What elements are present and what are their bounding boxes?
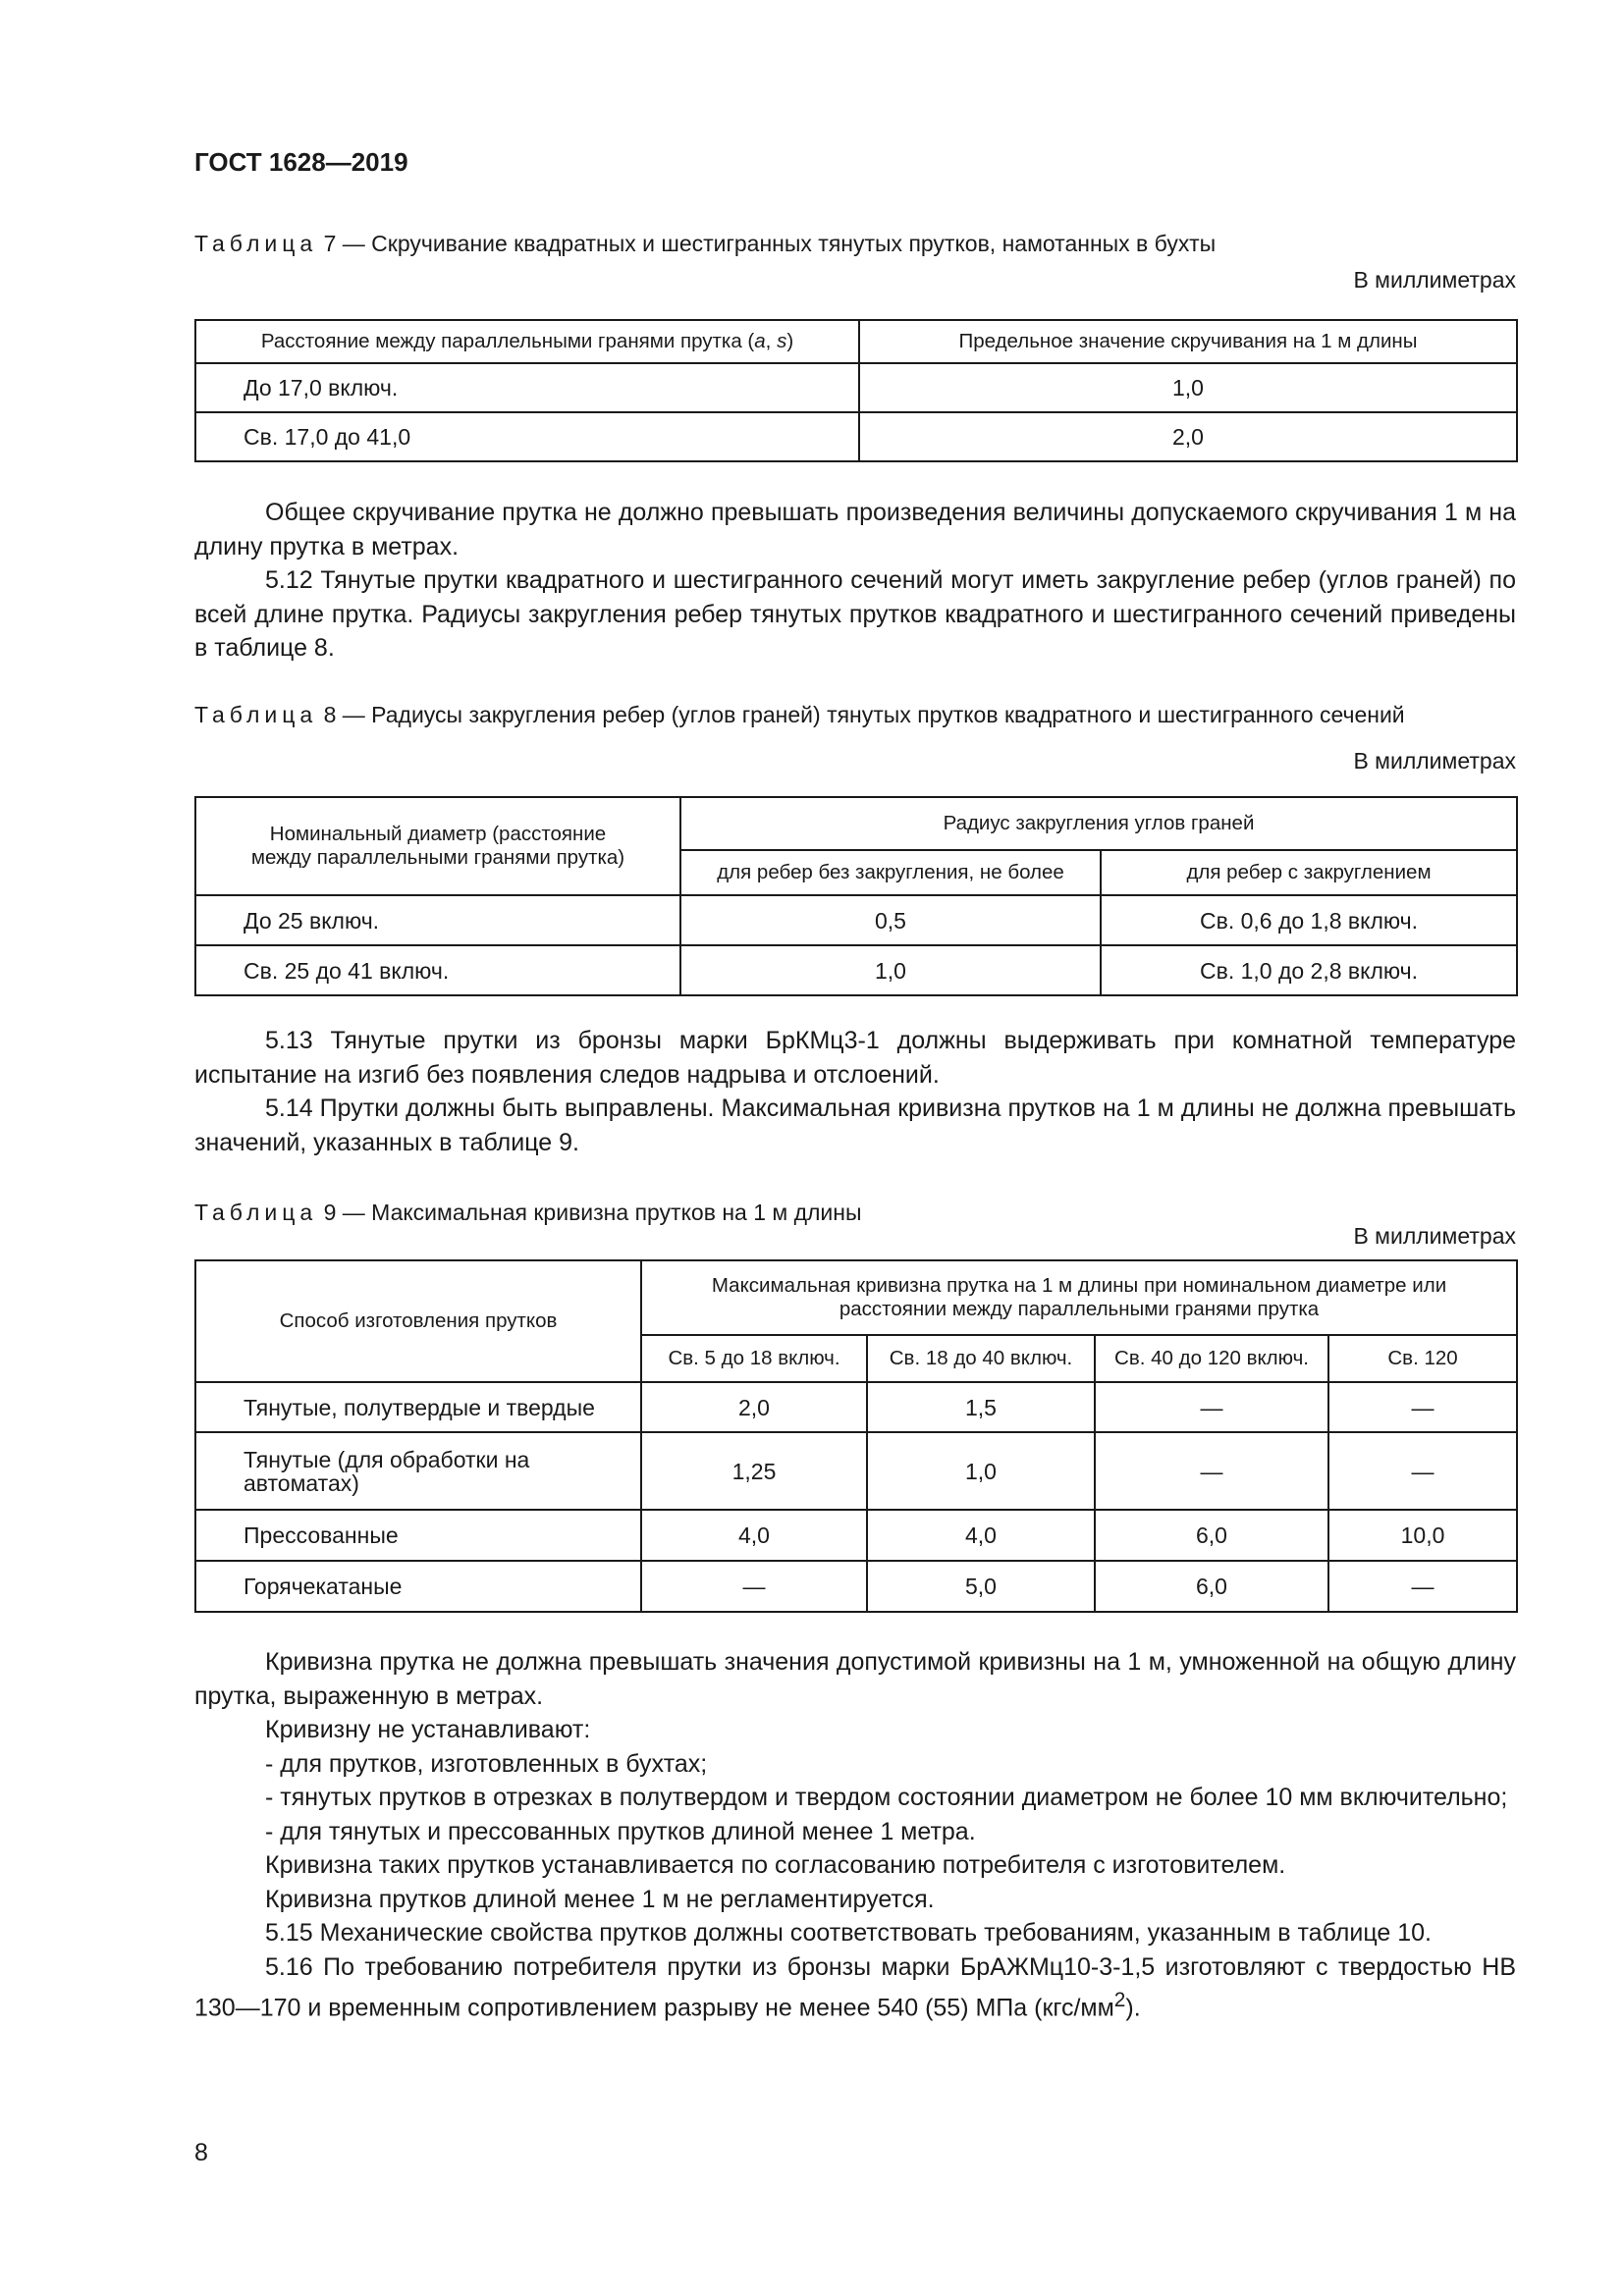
table8 bbox=[194, 796, 1518, 996]
table7-value: 2,0 bbox=[859, 412, 1517, 461]
list-item: - для прутков, изготовленных в бухтах; bbox=[265, 1749, 708, 1778]
table-row bbox=[195, 412, 1517, 461]
table7-header-distance: Расстояние между параллельными гранями прутка (a, s) bbox=[195, 320, 859, 363]
table7-range: Св. 17,0 до 41,0 bbox=[195, 412, 859, 461]
table7-header-limit: Предельное значение скручивания на 1 м длины bbox=[859, 320, 1517, 363]
paragraph-5-15: 5.15 Механические свойства прутков должны соответствовать требованиям, указанным в таблице 10. bbox=[265, 1919, 1432, 1947]
text-block-3 bbox=[194, 1645, 1516, 2025]
table9-value: 5,0 bbox=[867, 1561, 1095, 1612]
table-row bbox=[195, 1561, 1517, 1612]
table8-value: Св. 0,6 до 1,8 включ. bbox=[1101, 895, 1517, 945]
table9-method: Прессованные bbox=[195, 1510, 641, 1561]
paragraph: Кривизна таких прутков устанавливается по согласованию потребителя с изготовителем. bbox=[265, 1851, 1286, 1879]
table-row bbox=[195, 1510, 1517, 1561]
table9-value: 4,0 bbox=[641, 1510, 867, 1561]
table8-value: 1,0 bbox=[680, 945, 1101, 995]
table9-header-range: Св. 40 до 120 включ. bbox=[1095, 1335, 1328, 1382]
table9-value: — bbox=[1095, 1432, 1328, 1510]
document-code: ГОСТ 1628—2019 bbox=[194, 147, 408, 177]
table8-header-radius: Радиус закругления углов граней bbox=[680, 797, 1517, 850]
table8-title: 8 — Радиусы закругления ребер (углов граней) тянутых прутков квадратного и шестигранного сечений bbox=[323, 702, 1405, 727]
table9-value: 1,0 bbox=[867, 1432, 1095, 1510]
table8-diameter: Св. 25 до 41 включ. bbox=[195, 945, 680, 995]
table9-value: 4,0 bbox=[867, 1510, 1095, 1561]
table9-header-curvature: Максимальная кривизна прутка на 1 м длины при номинальном диаметре или расстоянии между параллельными гранями прутка bbox=[641, 1260, 1517, 1335]
list-item: - для тянутых и прессованных прутков длиной менее 1 метра. bbox=[265, 1817, 976, 1845]
table7-range: До 17,0 включ. bbox=[195, 363, 859, 412]
table9-method: Горячекатаные bbox=[195, 1561, 641, 1612]
table8-diameter: До 25 включ. bbox=[195, 895, 680, 945]
paragraph: Кривизна прутков длиной менее 1 м не регламентируется. bbox=[265, 1885, 935, 1913]
table-row bbox=[195, 895, 1517, 945]
table8-value: Св. 1,0 до 2,8 включ. bbox=[1101, 945, 1517, 995]
paragraph-5-14: 5.14 Прутки должны быть выправлены. Максимальная кривизна прутков на 1 м длины не должна превышать значений, указанных в таблице 9. bbox=[194, 1095, 1516, 1156]
text-block-2 bbox=[194, 1024, 1516, 1159]
table9-value: 10,0 bbox=[1328, 1510, 1517, 1561]
text-block-1 bbox=[194, 496, 1516, 666]
table7-caption bbox=[194, 231, 1216, 257]
table-row bbox=[195, 1432, 1517, 1510]
table9-value: — bbox=[1095, 1382, 1328, 1432]
table7 bbox=[194, 319, 1518, 462]
table9-value: — bbox=[1328, 1561, 1517, 1612]
table9 bbox=[194, 1259, 1518, 1613]
paragraph-5-16: 5.16 По требованию потребителя прутки из бронзы марки БрАЖМц10-3-1,5 изготовляют с твердостью НВ 130—170 и временным сопротивлением разрыву не менее 540 (55) МПа $(кгс/мм^2)$. bbox=[194, 1952, 1516, 2022]
paragraph-5-12: 5.12 Тянутые прутки квадратного и шестигранного сечений могут иметь закругление ребер (углов граней) по всей длине прутка. Радиусы закругления ребер тянутых прутков квадратного и шестигранного сечений приведены в таблице 8. bbox=[194, 566, 1516, 662]
table9-value: 2,0 bbox=[641, 1382, 867, 1432]
table8-header-no-rounding: для ребер без закругления, не более bbox=[680, 850, 1101, 895]
paragraph-5-13: 5.13 Тянутые прутки из бронзы марки БрКМц3-1 должны выдерживать при комнатной температуре испытание на изгиб без появления следов надрыва и отслоений. bbox=[194, 1027, 1516, 1089]
table8-header-diameter: Номинальный диаметр (расстояние между параллельными гранями прутка) bbox=[195, 797, 680, 895]
table7-label: Таблица bbox=[194, 231, 318, 256]
table9-value: — bbox=[1328, 1382, 1517, 1432]
paragraph: Кривизна прутка не должна превышать значения допустимой кривизны на 1 м, умноженной на общую длину прутка, выраженную в метрах. bbox=[194, 1648, 1516, 1710]
table9-value: — bbox=[641, 1561, 867, 1612]
table-row bbox=[195, 945, 1517, 995]
table9-header-range: Св. 5 до 18 включ. bbox=[641, 1335, 867, 1382]
page-number: 8 bbox=[194, 2139, 208, 2166]
paragraph: Общее скручивание прутка не должно превышать произведения величины допускаемого скручивания 1 м на длину прутка в метрах. bbox=[194, 499, 1516, 561]
table9-caption bbox=[194, 1200, 862, 1226]
table8-label: Таблица bbox=[194, 702, 318, 727]
table7-units: В миллиметрах bbox=[1353, 267, 1516, 293]
table9-value: 6,0 bbox=[1095, 1510, 1328, 1561]
table9-title: 9 — Максимальная кривизна прутков на 1 м длины bbox=[323, 1200, 862, 1225]
table9-units: В миллиметрах bbox=[1353, 1223, 1516, 1249]
table8-units: В миллиметрах bbox=[1353, 748, 1516, 774]
superscript: 2 bbox=[1113, 1989, 1126, 2011]
list-item: - тянутых прутков в отрезках в полутвердом и твердом состоянии диаметром не более 10 мм включительно; bbox=[265, 1784, 1508, 1811]
table8-caption bbox=[194, 702, 1405, 728]
table9-value: 1,5 bbox=[867, 1382, 1095, 1432]
table7-value: 1,0 bbox=[859, 363, 1517, 412]
table-row bbox=[195, 363, 1517, 412]
table-row bbox=[195, 1382, 1517, 1432]
table9-value: — bbox=[1328, 1432, 1517, 1510]
table9-header-range: Св. 120 bbox=[1328, 1335, 1517, 1382]
table8-value: 0,5 bbox=[680, 895, 1101, 945]
table9-method: Тянутые (для обработки на автоматах) bbox=[195, 1432, 641, 1510]
table9-label: Таблица bbox=[194, 1200, 318, 1225]
table8-header-with-rounding: для ребер с закруглением bbox=[1101, 850, 1517, 895]
table9-header-method: Способ изготовления прутков bbox=[195, 1260, 641, 1382]
table9-header-range: Св. 18 до 40 включ. bbox=[867, 1335, 1095, 1382]
paragraph: Кривизну не устанавливают: bbox=[265, 1716, 591, 1743]
table9-value: 1,25 bbox=[641, 1432, 867, 1510]
table9-value: 6,0 bbox=[1095, 1561, 1328, 1612]
table9-method: Тянутые, полутвердые и твердые bbox=[195, 1382, 641, 1432]
table7-title: 7 — Скручивание квадратных и шестигранных тянутых прутков, намотанных в бухты bbox=[323, 231, 1217, 256]
